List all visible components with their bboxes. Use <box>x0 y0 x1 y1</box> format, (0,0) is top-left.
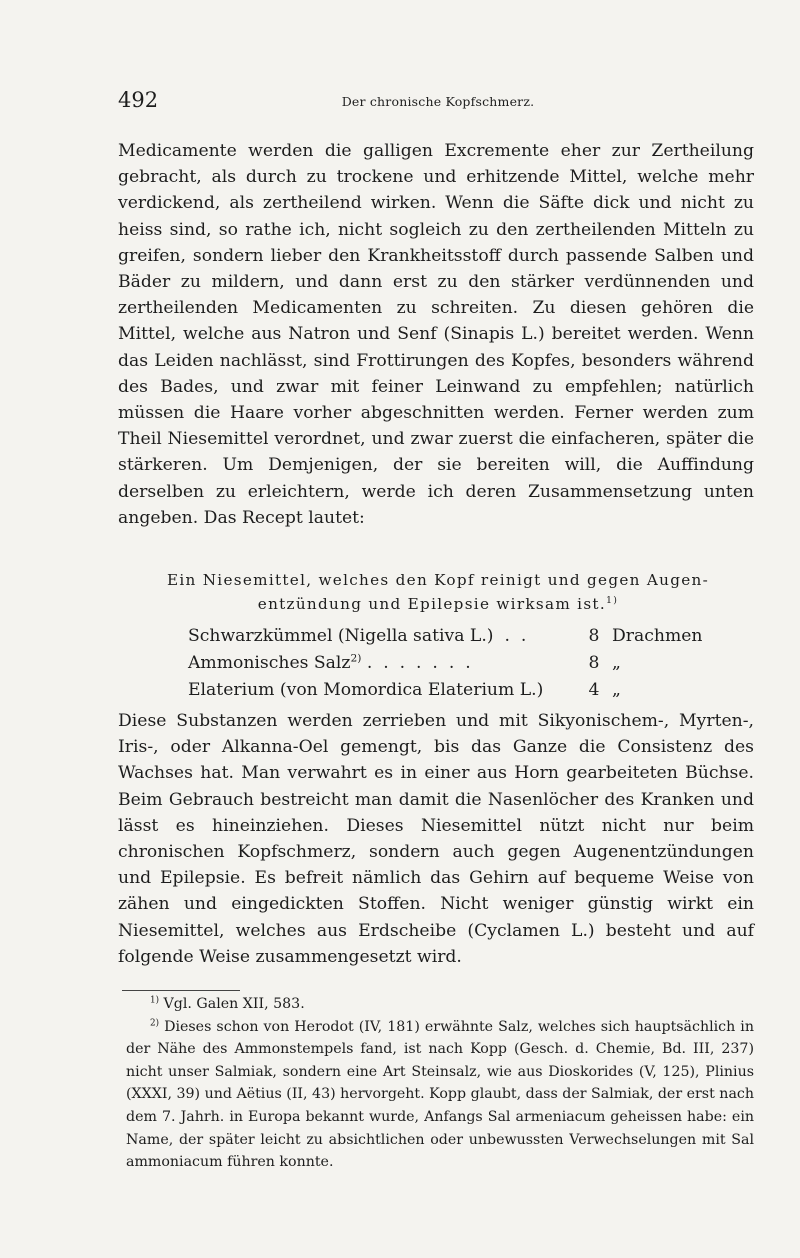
paragraph-2 <box>118 708 754 970</box>
page-header <box>118 88 758 114</box>
running-title: Der chronische Kopfschmerz. <box>341 94 535 109</box>
page-number: 492 <box>118 88 159 112</box>
ingredient-name <box>188 653 471 673</box>
ingredient-row <box>188 680 688 707</box>
recipe-heading-line-1: Ein Niesemittel, welches den Kopf reinigt und gegen Augen- <box>166 571 710 589</box>
ingredient-row <box>188 653 688 680</box>
footnote-divider <box>122 990 240 991</box>
leader-dots: . . <box>493 626 527 646</box>
ingredient-name-text: Ammonisches Salz <box>188 653 351 673</box>
paragraph-1-text: Medicamente werden die galligen Excremente eher zur Zertheilung gebracht, als durch zu trockene und erhitzende Mittel, welche mehr verdickend, als zertheilend wirken. Wenn die Säfte dick und nicht zu heiss sind, so rathe ich, nicht sogleich zu den zertheilenden Mitteln zu greifen, sondern lieber den Krankheitsstoff durch passende Salben und Bäder zu mildern, und dann erst zu den stärker verdünnenden und zertheilenden Medicamenten zu schreiten. Zu diesen gehören die Mittel, welche aus Natron und Senf (Sinapis L.) bereitet werden. Wenn das Leiden nachlässt, sind Frottirungen des Kopfes, besonders während des Bades, und zwar mit feiner Leinwand zu empfehlen; natürlich müssen die Haare vorher abgeschnitten werden. Ferner werden zum Theil Niesemittel verordnet, und zwar zuerst die einfacheren, später die stärkeren. Um Demjenigen, der sie bereiten will, die Auffindung derselben zu erleichtern, werde ich deren Zusammensetzung unten angeben. Das Recept lautet: <box>118 141 754 528</box>
footnote-2 <box>126 1016 754 1174</box>
ingredient-name-text: Elaterium (von Momordica Elaterium L.) <box>188 680 544 700</box>
footnote-ref-1: 1) <box>605 594 619 606</box>
paragraph-1 <box>118 138 754 531</box>
ingredient-list <box>188 626 703 707</box>
ingredient-quantity: 4 <box>588 680 600 700</box>
ingredient-unit: Drachmen <box>612 626 703 646</box>
footnote-1 <box>126 993 754 1016</box>
footnotes <box>126 993 754 1174</box>
ingredient-quantity: 8 <box>588 626 600 646</box>
leader-dots: . . . . . . . <box>361 653 471 673</box>
ingredient-name-text: Schwarzkümmel (Nigella sativa L.) <box>188 626 494 646</box>
footnote-ref-2: 2) <box>350 651 362 665</box>
ingredient-name <box>188 680 543 700</box>
ingredient-unit: „ <box>612 653 621 673</box>
ingredient-row <box>188 626 703 653</box>
footnote-text: Vgl. Galen XII, 583. <box>159 996 305 1012</box>
ingredient-quantity: 8 <box>588 653 600 673</box>
footnote-marker: 2) <box>150 1017 160 1028</box>
recipe-heading-line-2-text: entzündung und Epilepsie wirksam ist. <box>257 595 606 613</box>
recipe-heading <box>118 568 758 616</box>
recipe-heading-line-2 <box>118 592 758 616</box>
footnote-marker: 1) <box>150 995 160 1006</box>
ingredient-name <box>188 626 526 646</box>
ingredient-unit: „ <box>612 680 621 700</box>
footnote-text: Dieses schon von Herodot (IV, 181) erwähnte Salz, welches sich hauptsächlich in der Nähe des Ammonstempels fand, ist nach Kopp (Gesch. d. Chemie, Bd. III, 237) nicht unser Salmiak, sondern eine Art Steinsalz, wie aus Dioskorides (V, 125), Plinius (XXXI, 39) und Aëtius (II, 43) hervorgeht. Kopp glaubt, dass der Salmiak, der erst nach dem 7. Jahrh. in Europa bekannt wurde, Anfangs Sal armeniacum geheissen habe: ein Name, der später leicht zu absichtlichen oder unbewussten Verwechselungen mit Sal ammoniacum führen konnte. <box>126 1018 754 1171</box>
paragraph-2-text: Diese Substanzen werden zerrieben und mit Sikyonischem-, Myrten-, Iris-, oder Alkanna-Oel gemengt, bis das Ganze die Consistenz des Wachses hat. Man verwahrt es in einer aus Horn gearbeiteten Büchse. Beim Gebrauch bestreicht man damit die Nasenlöcher des Kranken und lässt es hineinziehen. Dieses Niesemittel nützt nicht nur beim chronischen Kopfschmerz, sondern auch gegen Augenentzündungen und Epilepsie. Es befreit nämlich das Gehirn auf bequeme Weise von zähen und eingedickten Stoffen. Nicht weniger günstig wirkt ein Niesemittel, welches aus Erdscheibe (Cyclamen L.) besteht und auf folgende Weise zusammengesetzt wird. <box>118 711 754 967</box>
